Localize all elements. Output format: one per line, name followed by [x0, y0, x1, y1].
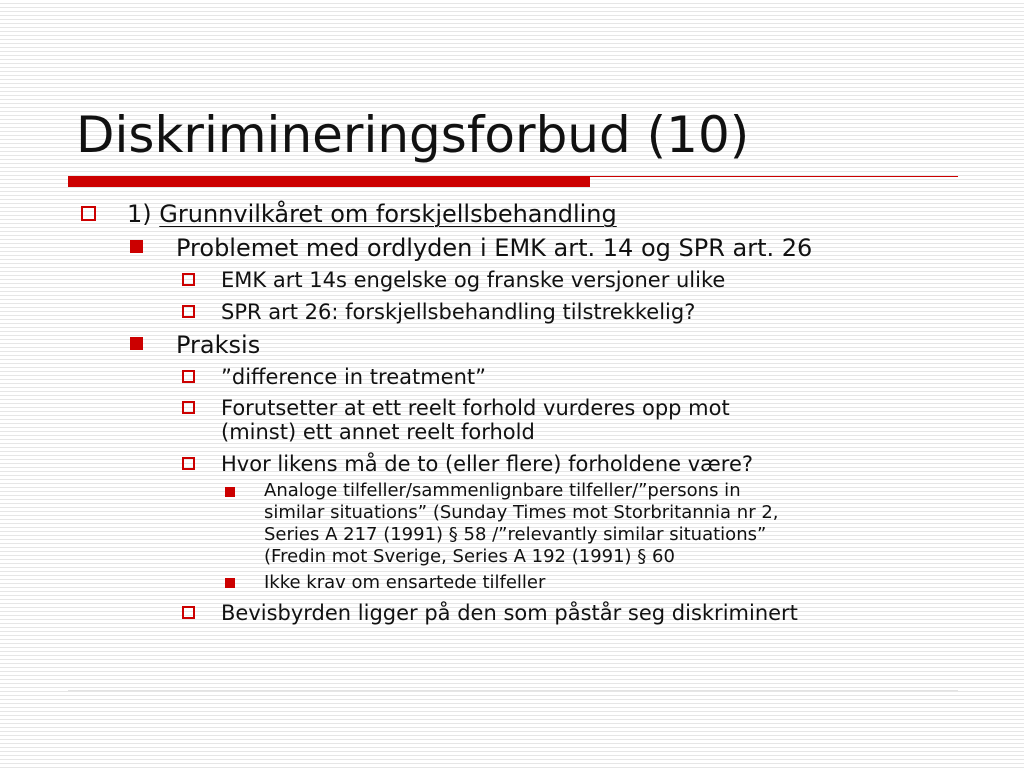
filled-square-bullet-icon [225, 487, 235, 497]
slide-title: Diskrimineringsforbud (10) [76, 106, 750, 164]
hollow-square-bullet-icon [182, 305, 195, 318]
list-item: Bevisbyrden ligger på den som påstår seg diskriminert [221, 601, 798, 625]
hollow-square-bullet-icon [81, 206, 96, 221]
filled-square-bullet-icon [130, 240, 143, 253]
hollow-square-bullet-icon [182, 401, 195, 414]
list-item: ”difference in treatment” [221, 365, 487, 389]
list-item: Hvor likens må de to (eller flere) forholdene være? [221, 452, 754, 476]
list-item: Praksis [176, 331, 261, 359]
hollow-square-bullet-icon [182, 457, 195, 470]
list-item: EMK art 14s engelske og franske versjoner ulike [221, 268, 726, 292]
list-item-continuation: Series A 217 (1991) § 58 /”relevantly similar situations” [264, 524, 767, 545]
hollow-square-bullet-icon [182, 370, 195, 383]
footer-divider [68, 690, 958, 691]
hollow-square-bullet-icon [182, 273, 195, 286]
list-item-continuation: (Fredin mot Sverige, Series A 192 (1991) § 60 [264, 546, 675, 567]
hollow-square-bullet-icon [182, 606, 195, 619]
filled-square-bullet-icon [225, 578, 235, 588]
item-heading: Grunnvilkåret om forskjellsbehandling [159, 200, 617, 228]
list-item: SPR art 26: forskjellsbehandling tilstrekkelig? [221, 300, 696, 324]
filled-square-bullet-icon [130, 337, 143, 350]
list-item: Ikke krav om ensartede tilfeller [264, 572, 546, 593]
list-item: Problemet med ordlyden i EMK art. 14 og SPR art. 26 [176, 234, 813, 262]
list-item: Forutsetter at ett reelt forhold vurderes opp mot [221, 396, 730, 420]
list-item-continuation: similar situations” (Sunday Times mot Storbritannia nr 2, [264, 502, 779, 523]
list-item-continuation: (minst) ett annet reelt forhold [221, 420, 535, 444]
list-item: Analoge tilfeller/sammenlignbare tilfeller/”persons in [264, 480, 741, 501]
list-item [127, 200, 617, 228]
item-number: 1) [127, 200, 160, 228]
